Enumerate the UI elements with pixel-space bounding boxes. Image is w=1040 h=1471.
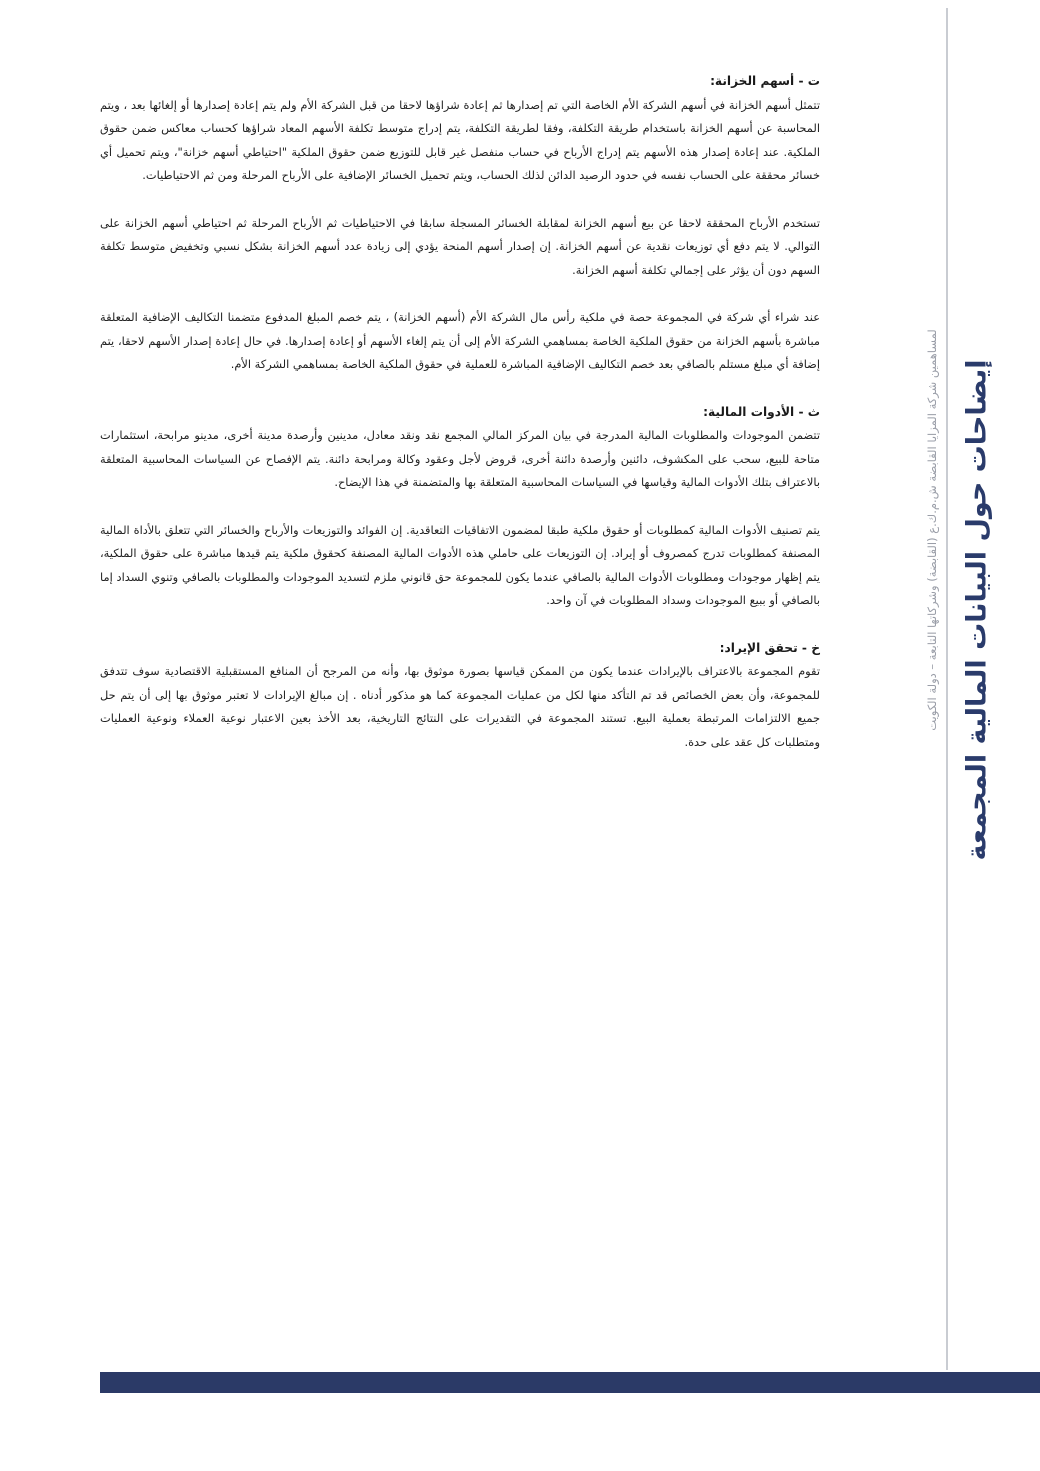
document-body — [100, 70, 820, 778]
side-subtitle: لمساهمين شركة المزايا القابضة ش.م.ك.ع (القابضة) وشركاتها التابعة – دولة الكويت — [925, 329, 939, 731]
section-treasury-shares — [100, 70, 820, 377]
paragraph: يتم تصنيف الأدوات المالية كمطلوبات أو حقوق ملكية طبقا لمضمون الاتفاقيات التعاقدية. إن الفوائد والتوزيعات والأرباح والخسائر التي تتعلق بالأداة المالية المصنفة كمطلوبات تدرج كمصروف أو إيراد. إن التوزيعات على حاملي هذه الأدوات المالية المصنفة كحقوق ملكية يتم قيدها مباشرة على حقوق الملكية، يتم إظهار موجودات ومطلوبات الأدوات المالية بالصافي عندما يكون للمجموعة حق قانوني ملزم لتسديد الموجودات والمطلوبات بالصافي وتنوي السداد إما بالصافي أو ببيع الموجودات وسداد المطلوبات في آن واحد. — [100, 522, 820, 607]
paragraph: تقوم المجموعة بالاعتراف بالإيرادات عندما يكون من الممكن قياسها بصورة موثوق بها، وأنه من المرجح أن المنافع المستقبلية الاقتصادية سوف تتدفق للمجموعة، وأن بعض الخصائص قد تم التأكد منها لكل من عمليات المجموعة كما هو مذكور أدناه . إن مبالغ الإيرادات لا تعتبر موثوق بها إلى أن يتم حل جميع الالتزامات المرتبطة بعملية البيع. تستند المجموعة في التقديرات على النتائج التاريخية، بعد الأخذ بعين الاعتبار نوعية العملاء ونوعية العمليات ومتطلبات كل عقد على حدة. — [100, 664, 820, 749]
section-heading: ت - أسهم الخزانة: — [710, 74, 820, 88]
section-financial-instruments — [100, 401, 820, 613]
section-revenue-recognition — [100, 637, 820, 755]
paragraph: تتضمن الموجودات والمطلوبات المالية المدرجة في بيان المركز المالي المجمع نقد ونقد معادل، مدينين وأرصدة مدينة أخرى، مدينو مرابحة، استثمارات متاحة للبيع، سحب على المكشوف، دائنين وأرصدة دائنة أخرى، قروض لأجل وعقود وكالة ومرابحة دائنة. يتم الإفصاح عن السياسات المحاسبية المتعلقة بالاعتراف بتلك الأدوات المالية وقياسها في السياسات المحاسبية المتعلقة بها والمتضمنة في هذا الإيضاح. — [100, 428, 820, 489]
side-title: إيضاحات حول البيانات المالية المجمعة — [961, 359, 993, 861]
section-heading: خ - تحقق الإيراد: — [719, 640, 820, 655]
paragraph: تتمثل أسهم الخزانة في أسهم الشركة الأم الخاصة التي تم إصدارها ثم إعادة شراؤها لاحقا من قبل الشركة الأم ولم يتم إعادة إصدارها أو إلغائها بعد ، ويتم المحاسبة عن أسهم الخزانة باستخدام طريقة التكلفة، وفقا لطريقة التكلفة، يتم إدراج متوسط تكلفة الأسهم المعاد شراؤها كحساب معاكس ضمن حقوق الملكية. عند إعادة إصدار هذه الأسهم يتم إدراج الأرباح في حساب منفصل غير قابل للتوزيع ضمن حقوق الملكية "احتياطي أسهم خزانة"، ويتم تحميل أي خسائر محققة على الحساب نفسه في حدود الرصيد الدائن لذلك الحساب، ويتم تحميل الخسائر الإضافية على الأرباح المرحلة ومن ثم الاحتياطيات. — [100, 97, 820, 182]
footer-bar — [100, 1372, 1040, 1393]
vertical-divider — [946, 8, 948, 1370]
section-heading: ث - الأدوات المالية: — [703, 404, 820, 419]
paragraph: عند شراء أي شركة في المجموعة حصة في ملكية رأس مال الشركة الأم (أسهم الخزانة) ، يتم خصم المبلغ المدفوع متضمنا التكاليف الإضافية المتعلقة مباشرة بأسهم الخزانة من حقوق الملكية الخاصة بمساهمي الشركة الأم إلى أن يتم إلغاء الأسهم أو إعادة إصدارها. في حال إعادة إصدار الأسهم لاحقا، يتم إضافة أي مبلغ مستلم بالصافي بعد خصم التكاليف الإضافية المباشرة للعملية في حقوق الملكية الخاصة بمساهمي الشركة الأم. — [100, 310, 820, 371]
paragraph: تستخدم الأرباح المحققة لاحقا عن بيع أسهم الخزانة لمقابلة الخسائر المسجلة سابقا في الاحتياطيات ثم الأرباح المرحلة ثم احتياطي أسهم الخزانة على التوالي. لا يتم دفع أي توزيعات نقدية عن أسهم الخزانة. إن إصدار أسهم المنحة يؤدي إلى زيادة عدد أسهم الخزانة بشكل نسبي وتخفيض متوسط تكلفة السهم دون أن يؤثر على إجمالي تكلفة أسهم الخزانة. — [100, 215, 820, 277]
